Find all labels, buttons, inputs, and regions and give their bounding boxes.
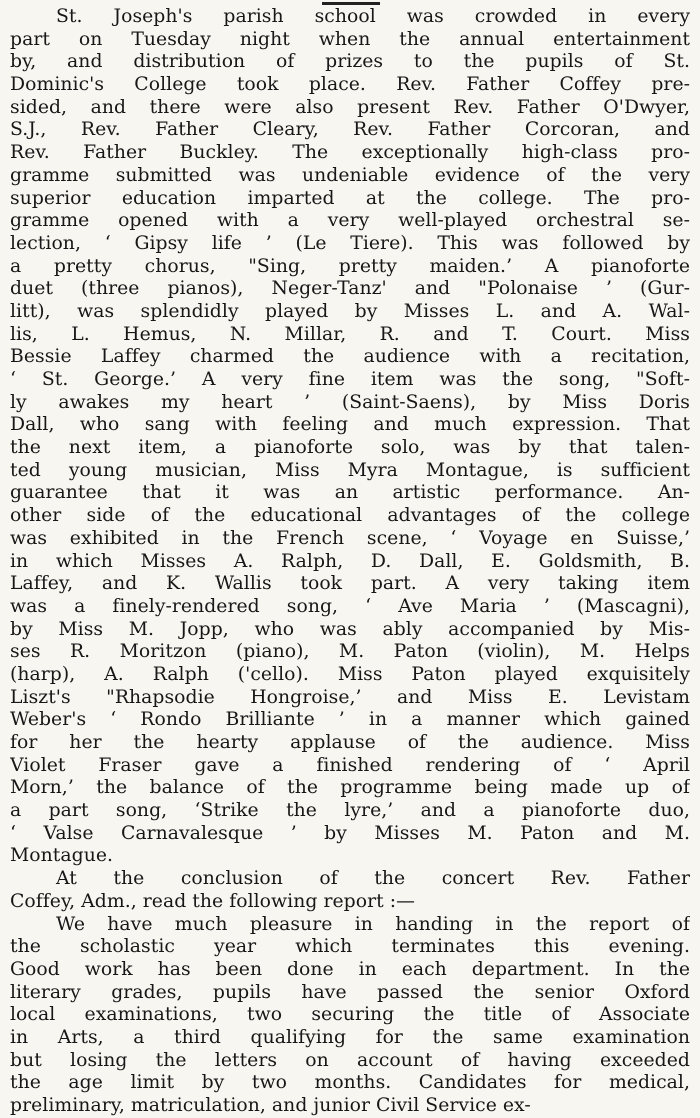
text-line: Bessie Laffey charmed the audience with a recitation, — [10, 346, 690, 368]
text-line: by Miss M. Jopp, who was ably accompanied by Mis- — [10, 618, 690, 640]
text-line: guarantee that it was an artistic performance. An- — [10, 482, 690, 504]
text-line: (harp), A. Ralph ('cello). Miss Paton played exquisitely — [10, 663, 690, 685]
text-line: ted young musician, Miss Myra Montague, is sufficient — [10, 459, 690, 481]
text-line: Dall, who sang with feeling and much expression. That — [10, 414, 690, 436]
text-line: local examinations, two securing the title of Associate — [10, 1004, 690, 1026]
text-line: lis, L. Hemus, N. Millar, R. and T. Court. Miss — [10, 323, 690, 345]
text-line: S.J., Rev. Father Cleary, Rev. Father Corcoran, and — [10, 119, 690, 141]
text-line: Good work has been done in each department. In the — [10, 958, 690, 980]
text-line: Rev. Father Buckley. The exceptionally high-class pro- — [10, 142, 690, 164]
text-line: duet (three pianos), Neger-Tanz' and "Polonaise ’ (Gur- — [10, 278, 690, 300]
article-paragraph — [10, 914, 690, 1118]
text-line: ly awakes my heart ’ (Saint-Saens), by Miss Doris — [10, 391, 690, 413]
text-line: the next item, a pianoforte solo, was by that talen- — [10, 437, 690, 459]
text-line: Morn,’ the balance of the programme being made up of — [10, 777, 690, 799]
text-line: ses R. Moritzon (piano), M. Paton (violin), M. Helps — [10, 641, 690, 663]
article-paragraph — [10, 868, 690, 913]
text-line: Liszt's "Rhapsodie Hongroise,’ and Miss E. Levistam — [10, 686, 690, 708]
text-line: in which Misses A. Ralph, D. Dall, E. Goldsmith, B. — [10, 550, 690, 572]
text-line: a pretty chorus, "Sing, pretty maiden.’ A pianoforte — [10, 255, 690, 277]
text-line: Dominic's College took place. Rev. Father Coffey pre- — [10, 74, 690, 96]
text-line: Montague. — [10, 845, 114, 867]
article-paragraph — [10, 6, 690, 868]
text-line: St. Joseph's parish school was crowded in every — [56, 6, 690, 27]
text-line: superior education imparted at the college. The pro- — [10, 187, 690, 209]
text-line: litt), was splendidly played by Misses L. and A. Wal- — [10, 300, 690, 322]
article-body — [10, 6, 690, 1118]
text-line: was exhibited in the French scene, ‘ Voyage en Suisse,’ — [10, 527, 690, 549]
text-line: Coffey, Adm., read the following report :— — [10, 890, 415, 912]
column-header-rule — [322, 2, 380, 5]
text-line: At the conclusion of the concert Rev. Father — [56, 868, 690, 890]
text-line: but losing the letters on account of having exceeded — [10, 1049, 690, 1071]
text-line: lection, ‘ Gipsy life ’ (Le Tiere). This was followed by — [10, 232, 690, 254]
text-line: a part song, ‘Strike the lyre,’ and a pianoforte duo, — [10, 800, 690, 822]
text-line: in Arts, a third qualifying for the same examination — [10, 1026, 690, 1048]
text-line: for her the hearty applause of the audience. Miss — [10, 732, 690, 753]
text-line: the scholastic year which terminates this evening. — [10, 936, 690, 958]
text-line: ‘ St. George.’ A very fine item was the song, "Soft- — [10, 369, 690, 390]
text-line: the age limit by two months. Candidates for medical, — [10, 1072, 690, 1094]
text-line: Violet Fraser gave a finished rendering of ‘ April — [10, 754, 690, 776]
text-line: ‘ Valse Carnavalesque ’ by Misses M. Paton and M. — [10, 822, 690, 844]
text-line: literary grades, pupils have passed the senior Oxford — [10, 981, 690, 1003]
text-line: sided, and there were also present Rev. Father O'Dwyer, — [10, 96, 690, 118]
text-line: We have much pleasure in handing in the report of — [56, 913, 690, 935]
text-line: part on Tuesday night when the annual entertainment — [10, 28, 690, 50]
text-line: by, and distribution of prizes to the pupils of St. — [10, 51, 690, 73]
text-line: gramme opened with a very well-played orchestral se- — [10, 210, 690, 232]
text-line: was a finely-rendered song, ‘ Ave Maria ’ (Mascagni), — [10, 595, 690, 617]
text-line: other side of the educational advantages of the college — [10, 505, 690, 527]
text-line: gramme submitted was undeniable evidence of the very — [10, 164, 690, 186]
text-line: Weber's ‘ Rondo Brilliante ’ in a manner which gained — [10, 709, 690, 731]
text-line: preliminary, matriculation, and junior Civil Service ex- — [10, 1095, 531, 1116]
text-line: Laffey, and K. Wallis took part. A very taking item — [10, 573, 690, 595]
